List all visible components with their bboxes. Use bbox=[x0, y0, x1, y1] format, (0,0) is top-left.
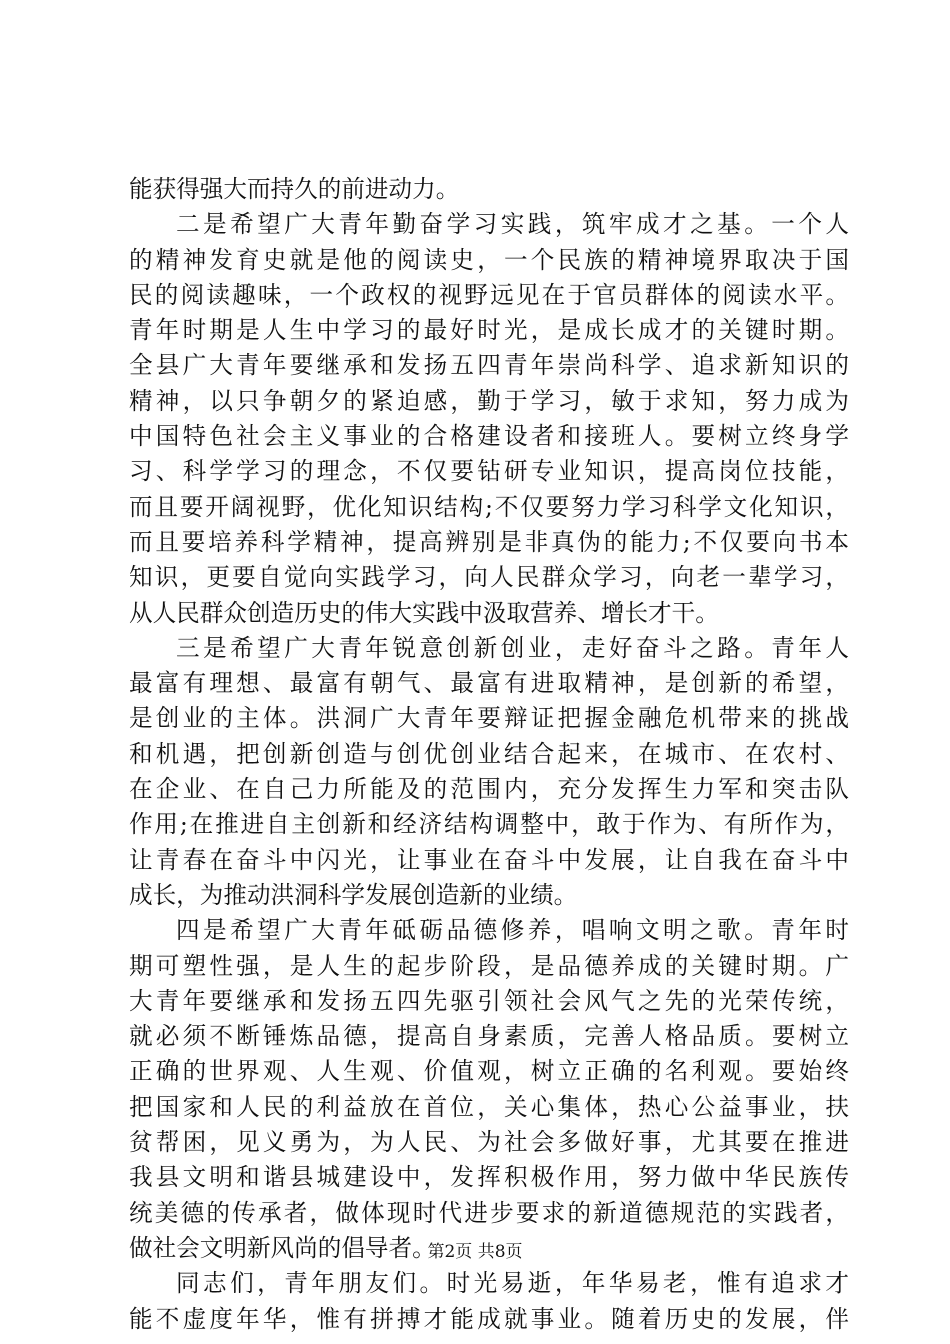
text-line: 成长，为推动洪洞科学发展创造新的业绩。 bbox=[129, 880, 578, 909]
text-line: 能不虚度年华，惟有拼搏才能成就事业。随着历史的发展，伴 bbox=[129, 1304, 849, 1333]
text-line: 同志们，青年朋友们。时光易逝，年华易老，惟有追求才 bbox=[176, 1269, 849, 1298]
text-line: 期可塑性强，是人生的起步阶段，是品德养成的关键时期。广 bbox=[129, 951, 849, 980]
text-line: 四是希望广大青年砥砺品德修养，唱响文明之歌。青年时 bbox=[176, 916, 849, 945]
text-line: 而且要培养科学精神，提高辨别是非真伪的能力;不仅要向书本 bbox=[129, 527, 849, 556]
text-line: 把国家和人民的利益放在首位，关心集体，热心公益事业，扶 bbox=[129, 1092, 849, 1121]
text-line: 正确的世界观、人生观、价值观，树立正确的名利观。要始终 bbox=[129, 1057, 849, 1086]
text-line: 统美德的传承者，做体现时代进步要求的新道德规范的实践者， bbox=[129, 1198, 849, 1227]
document-body bbox=[129, 172, 849, 1337]
text-line: 在企业、在自己力所能及的范围内，充分发挥生力军和突击队 bbox=[129, 775, 849, 804]
page-number: 第2页 共8页 bbox=[427, 1242, 523, 1262]
text-line: 大青年要继承和发扬五四先驱引领社会风气之先的光荣传统， bbox=[129, 986, 849, 1015]
text-line: 精神，以只争朝夕的紧迫感，勤于学习，敏于求知，努力成为 bbox=[129, 386, 849, 415]
text-line: 我县文明和谐县城建设中，发挥积极作用，努力做中华民族传 bbox=[129, 1163, 849, 1192]
text-line: 和机遇，把创新创造与创优创业结合起来，在城市、在农村、 bbox=[129, 739, 849, 768]
page-footer bbox=[0, 1241, 950, 1263]
text-line: 二是希望广大青年勤奋学习实践，筑牢成才之基。一个人 bbox=[176, 210, 849, 239]
text-line: 青年时期是人生中学习的最好时光，是成长成才的关键时期。 bbox=[129, 316, 849, 345]
text-line: 从人民群众创造历史的伟大实践中汲取营养、增长才干。 bbox=[129, 598, 719, 627]
text-line: 能获得强大而持久的前进动力。 bbox=[129, 175, 460, 203]
text-line: 让青春在奋斗中闪光，让事业在奋斗中发展，让自我在奋斗中 bbox=[129, 845, 849, 874]
text-line: 的精神发育史就是他的阅读史，一个民族的精神境界取决于国 bbox=[129, 245, 849, 274]
text-line: 习、科学学习的理念，不仅要钻研专业知识，提高岗位技能， bbox=[129, 457, 849, 486]
text-line: 民的阅读趣味，一个政权的视野远见在于官员群体的阅读水平。 bbox=[129, 280, 849, 309]
text-line: 最富有理想、最富有朝气、最富有进取精神，是创新的希望， bbox=[129, 669, 849, 698]
text-line: 做社会文明新风尚的倡导者。 bbox=[129, 1233, 436, 1262]
text-line: 三是希望广大青年锐意创新创业，走好奋斗之路。青年人 bbox=[176, 633, 849, 662]
text-line: 中国特色社会主义事业的合格建设者和接班人。要树立终身学 bbox=[129, 422, 849, 451]
text-line: 作用;在推进自主创新和经济结构调整中，敢于作为、有所作为， bbox=[129, 810, 849, 839]
text-line: 全县广大青年要继承和发扬五四青年崇尚科学、追求新知识的 bbox=[129, 351, 849, 380]
text-line: 就必须不断锤炼品德，提高自身素质，完善人格品质。要树立 bbox=[129, 1022, 849, 1051]
text-line: 贫帮困，见义勇为，为人民、为社会多做好事，尤其要在推进 bbox=[129, 1128, 849, 1157]
text-line: 是创业的主体。洪洞广大青年要辩证把握金融危机带来的挑战 bbox=[129, 704, 849, 733]
text-line: 知识，更要自觉向实践学习，向人民群众学习，向老一辈学习， bbox=[129, 563, 849, 592]
text-line: 而且要开阔视野，优化知识结构;不仅要努力学习科学文化知识， bbox=[129, 492, 849, 521]
